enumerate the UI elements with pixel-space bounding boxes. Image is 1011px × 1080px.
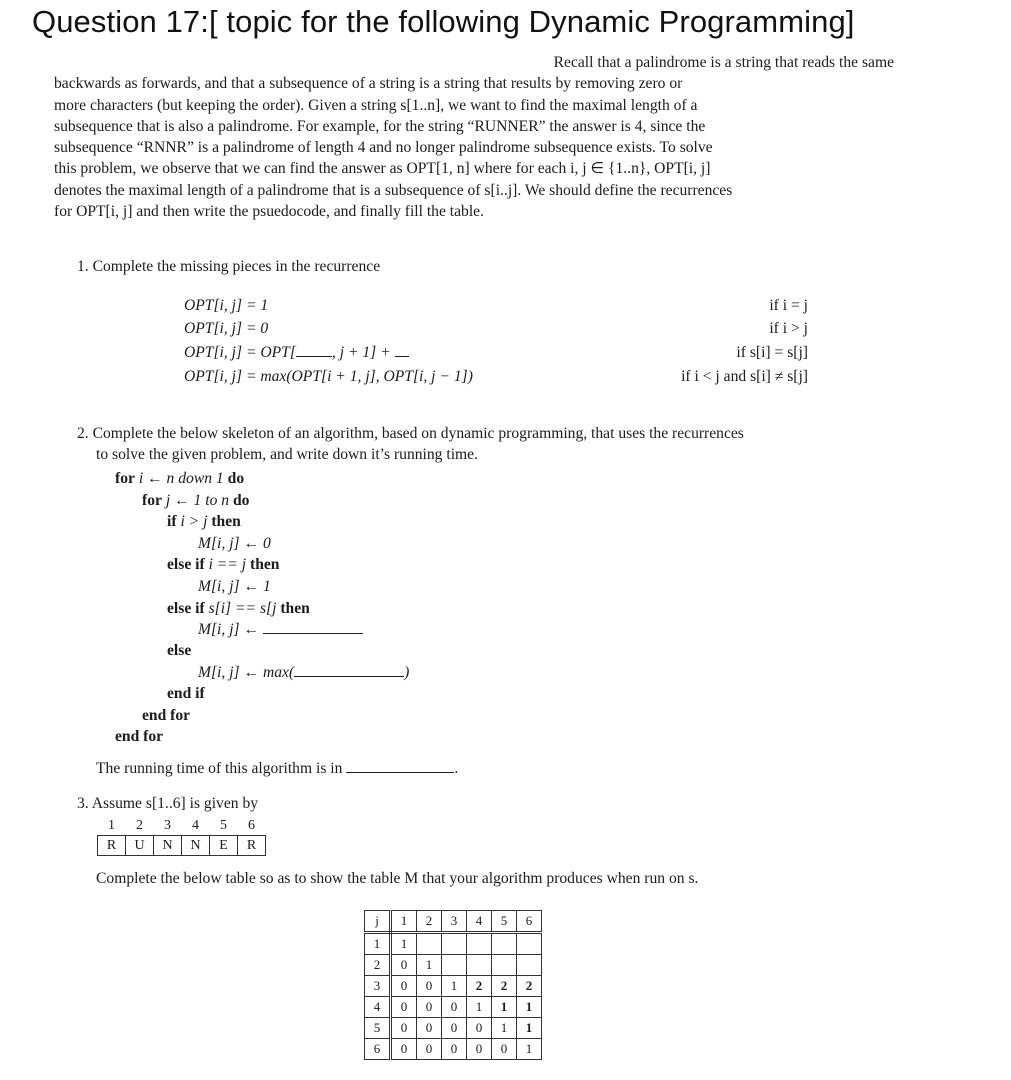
string-index: 3 xyxy=(164,817,171,833)
intro-line-2: backwards as forwards, and that a subsequence of a string is a string that results by removing zero or xyxy=(54,75,683,93)
string-letter: N xyxy=(154,836,182,856)
dp-row xyxy=(365,997,542,1018)
dp-cell: 0 xyxy=(467,1039,492,1060)
recurrence-4-condition: if i < j and s[i] ≠ s[j] xyxy=(681,368,808,385)
code-line-7: else if s[i] == s[j then xyxy=(167,600,310,617)
dp-cell: 0 xyxy=(391,1039,417,1060)
recurrence-3-part-a: OPT[i, j] = OPT[ xyxy=(184,344,296,361)
code-line-2: for j ← 1 to n do xyxy=(142,492,250,509)
recurrence-2-condition: if i > j xyxy=(769,320,808,337)
dp-cell: 0 xyxy=(391,1018,417,1039)
dp-col-header: 2 xyxy=(417,911,442,933)
intro-line-3: more characters (but keeping the order). Given a string s[1..n], we want to find the maximal length of a xyxy=(54,96,698,114)
intro-line-6: this problem, we observe that we can find the answer as OPT[1, n] where for each i, j ∈ {1..n}, OPT[i, j] xyxy=(54,160,711,178)
intro-line-7: denotes the maximal length of a palindrome that is a subsequence of s[i..j]. We should define the recurrences xyxy=(54,181,733,199)
code-line-1: for i ← n down 1 do xyxy=(115,470,245,487)
code-blank-equal-case[interactable] xyxy=(263,621,363,634)
string-index: 1 xyxy=(108,817,115,833)
dp-cell: 0 xyxy=(442,997,467,1018)
code-line-5: else if i == j then xyxy=(167,556,280,573)
string-index: 4 xyxy=(192,817,199,833)
dp-row-header: 4 xyxy=(365,997,391,1018)
dp-cell: 1 xyxy=(517,1018,542,1039)
dp-cell: 1 xyxy=(517,997,542,1018)
string-display xyxy=(97,816,266,856)
dp-cell: 0 xyxy=(442,1039,467,1060)
recurrence-1-condition: if i = j xyxy=(769,297,808,314)
dp-cell: 1 xyxy=(442,976,467,997)
recurrence-3-part-b: , j + 1] + xyxy=(331,344,395,361)
string-letter: R xyxy=(98,836,126,856)
dp-col-header: 1 xyxy=(391,911,417,933)
string-letter: E xyxy=(210,836,238,856)
string-index: 6 xyxy=(248,817,255,833)
code-line-4: M[i, j] ← 0 xyxy=(198,535,271,552)
dp-cell: 1 xyxy=(391,933,417,955)
recurrence-3-blank-1[interactable] xyxy=(296,344,332,357)
dp-row xyxy=(365,1039,542,1060)
page-title: Question 17:[ topic for the following Dynamic Programming] xyxy=(32,4,855,39)
string-letter: U xyxy=(126,836,154,856)
dp-cell: 0 xyxy=(492,1039,517,1060)
code-line-13: end for xyxy=(115,728,164,745)
dp-cell: 0 xyxy=(391,955,417,976)
code-line-6: M[i, j] ← 1 xyxy=(198,578,271,595)
dp-cell: 2 xyxy=(492,976,517,997)
intro-paragraph xyxy=(54,52,894,222)
dp-cell: 2 xyxy=(517,976,542,997)
dp-col-header: 4 xyxy=(467,911,492,933)
dp-cell[interactable] xyxy=(417,933,442,955)
code-line-10: M[i, j] ← max( ) xyxy=(198,664,410,681)
recurrence-4-left: OPT[i, j] = max(OPT[i + 1, j], OPT[i, j − 1]) xyxy=(184,368,473,385)
dp-cell: 1 xyxy=(517,1039,542,1060)
dp-cell: 0 xyxy=(391,976,417,997)
code-line-3: if i > j then xyxy=(167,513,241,530)
dp-row-header: 3 xyxy=(365,976,391,997)
dp-cell[interactable] xyxy=(492,955,517,976)
running-time-blank[interactable] xyxy=(346,760,454,773)
recurrence-2-left: OPT[i, j] = 0 xyxy=(184,320,269,337)
q3-instruction: Complete the below table so as to show the table M that your algorithm produces when run on s. xyxy=(96,870,699,887)
string-letter: R xyxy=(238,836,266,856)
dp-cell: 0 xyxy=(417,1018,442,1039)
intro-line-5: subsequence “RNNR” is a palindrome of length 4 and no longer palindrome subsequence exists. To solve xyxy=(54,139,713,157)
dp-cell: 1 xyxy=(492,1018,517,1039)
dp-cell[interactable] xyxy=(442,955,467,976)
running-time-sentence: The running time of this algorithm is in . xyxy=(96,760,459,777)
code-blank-max-args[interactable] xyxy=(294,664,404,677)
dp-cell: 1 xyxy=(492,997,517,1018)
recurrence-3-left xyxy=(184,344,409,362)
recurrence-1-left: OPT[i, j] = 1 xyxy=(184,297,269,314)
dp-row xyxy=(365,933,542,955)
intro-line-8: for OPT[i, j] and then write the psuedocode, and finally fill the table. xyxy=(54,203,485,221)
dp-cell: 0 xyxy=(391,997,417,1018)
dp-row-header: 5 xyxy=(365,1018,391,1039)
dp-cell: 0 xyxy=(467,1018,492,1039)
dp-corner: j xyxy=(365,911,391,933)
string-index: 5 xyxy=(220,817,227,833)
dp-cell[interactable] xyxy=(467,955,492,976)
q3-heading: 3. Assume s[1..6] is given by xyxy=(77,795,259,812)
code-line-8: M[i, j] ← xyxy=(198,621,363,639)
q1-heading: 1. Complete the missing pieces in the recurrence xyxy=(77,258,381,275)
dp-row-header: 6 xyxy=(365,1039,391,1060)
dp-cell: 0 xyxy=(417,997,442,1018)
dp-cell: 0 xyxy=(442,1018,467,1039)
string-table xyxy=(97,816,266,856)
intro-line-4: subsequence that is also a palindrome. For example, for the string “RUNNER” the answer is 4, since the xyxy=(54,117,706,135)
dp-col-header: 5 xyxy=(492,911,517,933)
dp-header-row xyxy=(365,911,542,933)
dp-cell[interactable] xyxy=(467,933,492,955)
dp-table xyxy=(364,910,542,1060)
dp-table-wrapper xyxy=(364,910,542,1060)
string-letter-row xyxy=(98,836,266,856)
dp-cell: 2 xyxy=(467,976,492,997)
dp-cell[interactable] xyxy=(442,933,467,955)
q2-heading-line-2: to solve the given problem, and write down it’s running time. xyxy=(96,446,478,463)
dp-row xyxy=(365,976,542,997)
recurrence-3-blank-2[interactable] xyxy=(395,344,409,357)
q2-heading-line-1: 2. Complete the below skeleton of an algorithm, based on dynamic programming, that uses the recurrences xyxy=(77,425,744,442)
string-index-row xyxy=(98,816,266,836)
code-line-12: end for xyxy=(142,707,191,724)
string-letter: N xyxy=(182,836,210,856)
dp-col-header: 6 xyxy=(517,911,542,933)
code-line-11: end if xyxy=(167,685,205,702)
dp-cell: 1 xyxy=(417,955,442,976)
dp-row-header: 2 xyxy=(365,955,391,976)
code-line-9: else xyxy=(167,642,192,659)
string-index: 2 xyxy=(136,817,143,833)
dp-cell: 1 xyxy=(467,997,492,1018)
dp-cell: 0 xyxy=(417,976,442,997)
dp-row xyxy=(365,1018,542,1039)
dp-cell[interactable] xyxy=(517,933,542,955)
dp-row-header: 1 xyxy=(365,933,391,955)
intro-line-1: Recall that a palindrome is a string that reads the same xyxy=(553,54,894,71)
dp-row xyxy=(365,955,542,976)
recurrence-3-condition: if s[i] = s[j] xyxy=(736,344,808,361)
dp-cell[interactable] xyxy=(492,933,517,955)
dp-cell[interactable] xyxy=(517,955,542,976)
dp-cell: 0 xyxy=(417,1039,442,1060)
dp-col-header: 3 xyxy=(442,911,467,933)
